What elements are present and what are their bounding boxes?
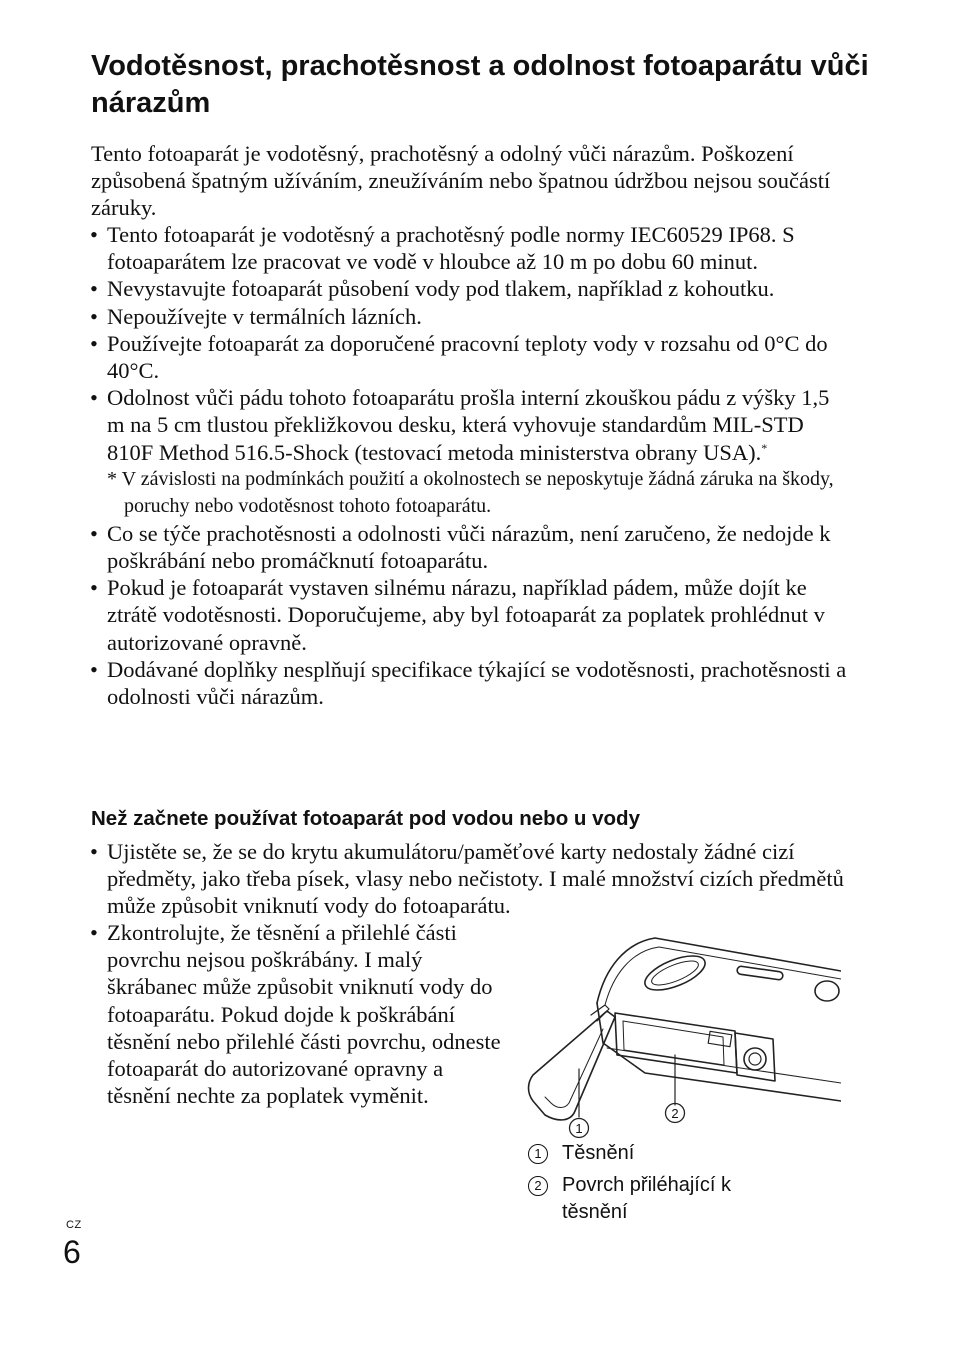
language-code: CZ: [66, 1219, 82, 1231]
battery-cover-door: [529, 1011, 616, 1120]
illustration-legend: [528, 1140, 778, 1226]
tripod-socket: [744, 1048, 766, 1070]
bullet-icon: •: [90, 656, 98, 682]
precautions-list: [90, 221, 850, 710]
list-item: • Ujistěte se, že se do krytu akumulátoru/paměťové karty nedostaly žádné cizí předměty, jako třeba písek, vlasy nebo nečistoty. I malé množství cizích předmětů může způsobit vniknutí vody do fotoaparátu.: [90, 839, 844, 919]
bullet-icon: •: [90, 222, 98, 247]
legend-item-surface: [528, 1172, 778, 1226]
bullet-icon: •: [90, 839, 98, 864]
legend-text: Povrch přiléhající k těsnění: [562, 1174, 731, 1223]
list-item: • Tento fotoaparát je vodotěsný a prachotěsný podle normy IEC60529 IP68. S fotoaparátem lze pracovat ve vodě v hloubce až 10 m po dobu 60 minut.: [90, 222, 795, 275]
bullet-icon: •: [90, 303, 98, 329]
bullet-icon: •: [90, 920, 98, 945]
intro-paragraph: Tento fotoaparát je vodotěsný, prachotěsný a odolný vůči nárazům. Poškození způsobená špatným užíváním, zneužíváním nebo špatnou údržbou nejsou součástí záruky.: [91, 141, 831, 221]
list-item: • Pokud je fotoaparát vystaven silnému nárazu, například pádem, může dojít ke ztrátě vodotěsnosti. Doporučujeme, aby byl fotoaparát za poplatek prohlédnut v autorizované opravně.: [90, 575, 825, 655]
callout-2-label: 2: [671, 1106, 679, 1121]
list-item: • Nepoužívejte v termálních lázních.: [90, 303, 422, 329]
page-title: Vodotěsnost, prachotěsnost a odolnost fotoaparátu vůči nárazům: [91, 50, 869, 119]
footnote-marker: *: [761, 440, 768, 455]
legend-item-seal: [528, 1140, 778, 1167]
callout-1-label: 1: [575, 1121, 583, 1136]
shutter-button: [815, 981, 839, 1001]
list-item: • Odolnost vůči pádu tohoto fotoaparátu prošla interní zkouškou pádu z výšky 1,5 m na 5 cm tlustou překližkovou desku, která vyhovuje standardům MIL-STD 810F Method 516.5-Shock (testovací metoda ministerstva obrany USA).* * V závislosti na podmínkách použití a okolnostech se neposkytuje žádná záruka na škody, poruchy nebo vodotěsnost tohoto fotoaparátu.: [90, 384, 850, 520]
grip-oval: [640, 949, 709, 997]
bullet-icon: •: [90, 575, 98, 601]
list-item: • Co se týče prachotěsnosti a odolnosti vůči nárazům, není zaručeno, že nedojde k poškrábání nebo promáčknutí fotoaparátu.: [90, 520, 831, 574]
bullet-icon: •: [90, 330, 98, 356]
bullet-icon: •: [90, 276, 98, 302]
footnote: * V závislosti na podmínkách použití a okolnostech se neposkytuje žádná záruka na škody, poruchy nebo vodotěsnost tohoto fotoaparátu.: [107, 467, 834, 517]
list-item: • Dodávané doplňky nesplňují specifikace týkající se vodotěsnosti, prachotěsnosti a odolnosti vůči nárazům.: [90, 656, 847, 710]
socket-plate: [735, 1033, 775, 1081]
underwater-checklist: [90, 838, 860, 920]
bullet-icon: •: [90, 385, 98, 411]
list-item: • Používejte fotoaparát za doporučené pracovní teploty vody v rozsahu od 0°C do 40°C.: [90, 330, 828, 384]
camera-top-edge: [597, 938, 841, 1003]
legend-text: Těsnění: [562, 1142, 635, 1164]
camera-battery-cover-illustration: [525, 933, 841, 1143]
page-number: 6: [63, 1234, 81, 1270]
cover-latch: [591, 1005, 609, 1021]
legend-number: 1: [528, 1144, 548, 1164]
legend-number: 2: [528, 1176, 548, 1196]
underwater-checklist-cont: [90, 919, 510, 1109]
bullet-icon: •: [90, 520, 98, 546]
section-subheading: Než začnete používat fotoaparát pod vodou nebo u vody: [91, 807, 640, 830]
card-slot: [708, 1031, 732, 1046]
list-item: • Nevystavujte fotoaparát působení vody pod tlakem, například z kohoutku.: [90, 276, 775, 302]
list-item: • Zkontrolujte, že těsnění a přilehlé části povrchu nejsou poškrábány. I malý škrábanec může způsobit vniknutí vody do fotoaparátu. Pokud dojde k poškrábání těsnění nebo přilehlé části povrchu, odneste fotoaparát do autorizované opravny a těsnění nechte za poplatek vyměnit.: [90, 920, 501, 1109]
